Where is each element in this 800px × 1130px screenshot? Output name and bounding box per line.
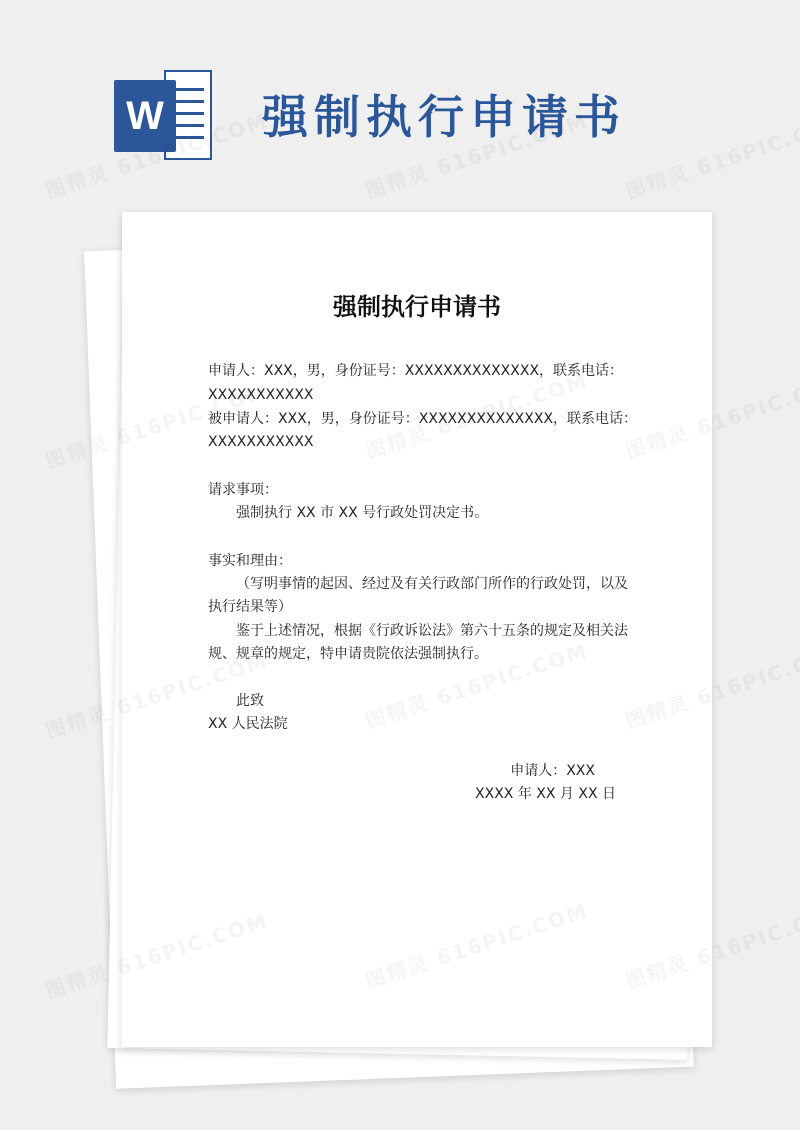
closing-salutation: 此致 <box>236 693 264 709</box>
request-body: 强制执行 XX 市 XX 号行政处罚决定书。 <box>236 505 489 521</box>
applicant-line-2: XXXXXXXXXXX <box>208 387 314 403</box>
court-name: XX 人民法院 <box>208 716 288 732</box>
respondent-line-1: 被申请人：XXX，男，身份证号：XXXXXXXXXXXXXX，联系电话： <box>208 411 638 427</box>
facts-line-4: 规、规章的规定，特申请贵院依法强制执行。 <box>208 646 488 662</box>
word-icon-letter: W <box>126 94 164 138</box>
banner <box>0 0 800 200</box>
applicant-line-1: 申请人：XXX，男，身份证号：XXXXXXXXXXXXXX，联系电话： <box>208 363 624 379</box>
date-line: XXXX 年 XX 月 XX 日 <box>475 786 616 802</box>
document-title: 强制执行申请书 <box>333 293 501 321</box>
signature-line: 申请人：XXX <box>510 763 595 779</box>
facts-line-2: 执行结果等） <box>208 599 292 615</box>
request-heading: 请求事项： <box>208 482 278 498</box>
document-page <box>122 212 712 1047</box>
word-icon <box>114 70 214 160</box>
banner-title: 强制执行申请书 <box>262 90 626 144</box>
facts-heading: 事实和理由： <box>208 553 292 569</box>
respondent-line-2: XXXXXXXXXXX <box>208 434 314 450</box>
facts-line-1: （写明事情的起因、经过及有关行政部门所作的行政处罚，以及 <box>236 576 628 592</box>
facts-line-3: 鉴于上述情况，根据《行政诉讼法》第六十五条的规定及相关法 <box>236 623 628 639</box>
